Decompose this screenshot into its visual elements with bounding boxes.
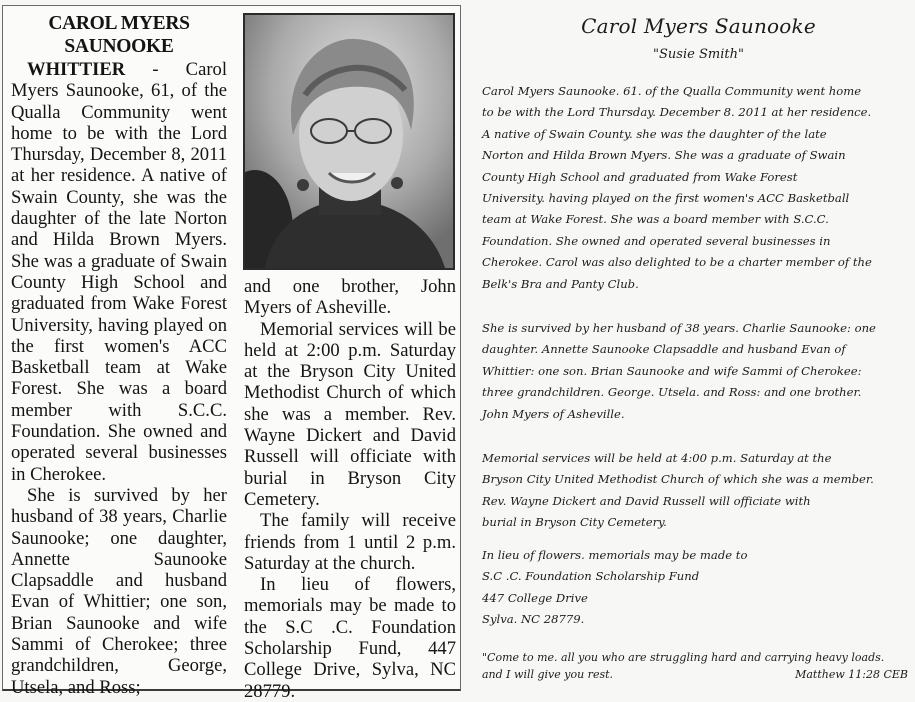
clipping-column-1 <box>11 10 227 698</box>
text-line: A native of Swain County. she was the daughter of the late <box>482 126 827 141</box>
memorial-nickname: "Susie Smith" <box>653 47 744 62</box>
text-line: County High School and graduated from Wake Forest <box>482 169 798 184</box>
portrait-photo <box>243 13 455 270</box>
text-line: University. having played on the first women's ACC Basketball <box>482 191 850 206</box>
memorial-title: Carol Myers Saunooke <box>581 14 816 38</box>
text-line: Belk's Bra and Panty Club. <box>482 276 639 291</box>
quote-line-1: "Come to me. all you who are struggling hard and carrying heavy loads. <box>482 651 885 664</box>
memorial-services-paragraph <box>482 448 914 534</box>
memorials-paragraph: In lieu of flowers, memorials may be made to the S.C .C. Foundation Scholarship Fund, 447 College Drive, Sylva, NC 28779. <box>244 574 456 702</box>
text-line: daughter. Annette Saunooke Clapsaddle and husband Evan of <box>482 342 846 357</box>
text-line: Norton and Hilda Brown Myers. She was a graduate of Swain <box>482 148 846 163</box>
memorial-donations-paragraph <box>482 545 914 631</box>
quote-line-2: and I will give you rest. <box>482 668 614 681</box>
clipping-column-2 <box>244 276 456 702</box>
text-line: Foundation. She owned and operated several businesses in <box>482 233 831 248</box>
text-line: to be with the Lord Thursday. December 8. 2011 at her residence. <box>482 105 872 120</box>
text-line: She is survived by her husband of 38 years. Charlie Saunooke: one <box>482 321 876 335</box>
scripture-quote <box>482 649 914 683</box>
headline-line-1: CAROL MYERS <box>48 13 190 34</box>
text-line: In lieu of flowers. memorials may be made to <box>482 548 748 562</box>
text-line: 447 College Drive <box>482 590 588 605</box>
clipping-headline <box>11 12 227 58</box>
headline-line-2: SAUNOOKE <box>64 36 174 57</box>
obituary-paragraph-1 <box>11 59 227 485</box>
text-line: team at Wake Forest. She was a board member with S.C.C. <box>482 212 829 227</box>
memorial-obituary-paragraph <box>482 81 914 295</box>
text-line: Bryson City United Methodist Church of which she was a member. <box>482 472 874 487</box>
visitation-paragraph: The family will receive friends from 1 until 2 p.m. Saturday at the church. <box>244 510 456 574</box>
scripture-reference: Matthew 11:28 CEB <box>795 668 908 681</box>
portrait-image-icon <box>245 15 453 268</box>
paragraph-text: - Carol Myers Saunooke, 61, of the Qualla Community went home to be with the Lord Thursday, December 8, 2011 at her residence. A native of Swain County, she was the daughter of the late Norton and Hilda Brown Myers. She was a graduate of Swain County High School and graduated from Wake Forest University, having played on the first women's ACC Basketball team at Wake Forest. She was a board member with S.C.C. Foundation. She owned and operated several businesses in Cherokee. <box>11 59 227 485</box>
text-line: Sylva. NC 28779. <box>482 612 585 627</box>
text-line: Cherokee. Carol was also delighted to be a charter member of the <box>482 255 872 270</box>
text-line: Whittier: one son. Brian Saunooke and wife Sammi of Cherokee: <box>482 363 862 378</box>
survivors-paragraph: She is survived by her husband of 38 years, Charlie Saunooke; one daughter, Annette Saunooke Clapsaddle and husband Evan of Whittier; one son, Brian Saunooke and wife Sammi of Cherokee; three grandchildren, George, Utsela, and Ross; <box>11 484 227 698</box>
text-line: burial in Bryson City Cemetery. <box>482 515 667 530</box>
text-line: Rev. Wayne Dickert and David Russell will officiate with <box>482 493 811 508</box>
memorial-survivors-paragraph <box>482 318 914 425</box>
newspaper-obituary-clipping <box>2 5 461 702</box>
printed-memorial <box>482 0 915 700</box>
text-line: John Myers of Asheville. <box>482 406 625 421</box>
services-paragraph: Memorial services will be held at 2:00 p.m. Saturday at the Bryson City United Methodist Church of which she was a member. Rev. Wayne Dickert and David Russell will officiate with burial in Bryson City Cemetery. <box>244 318 456 510</box>
text-line: Carol Myers Saunooke. 61. of the Qualla Community went home <box>482 84 862 98</box>
text-line: Memorial services will be held at 4:00 p.m. Saturday at the <box>482 451 832 465</box>
text-line: S.C .C. Foundation Scholarship Fund <box>482 569 700 584</box>
brother-continuation: and one brother, John Myers of Asheville. <box>244 276 456 319</box>
dateline: WHITTIER <box>27 59 126 80</box>
text-line: three grandchildren. George. Utsela. and Ross: and one brother. <box>482 385 862 400</box>
